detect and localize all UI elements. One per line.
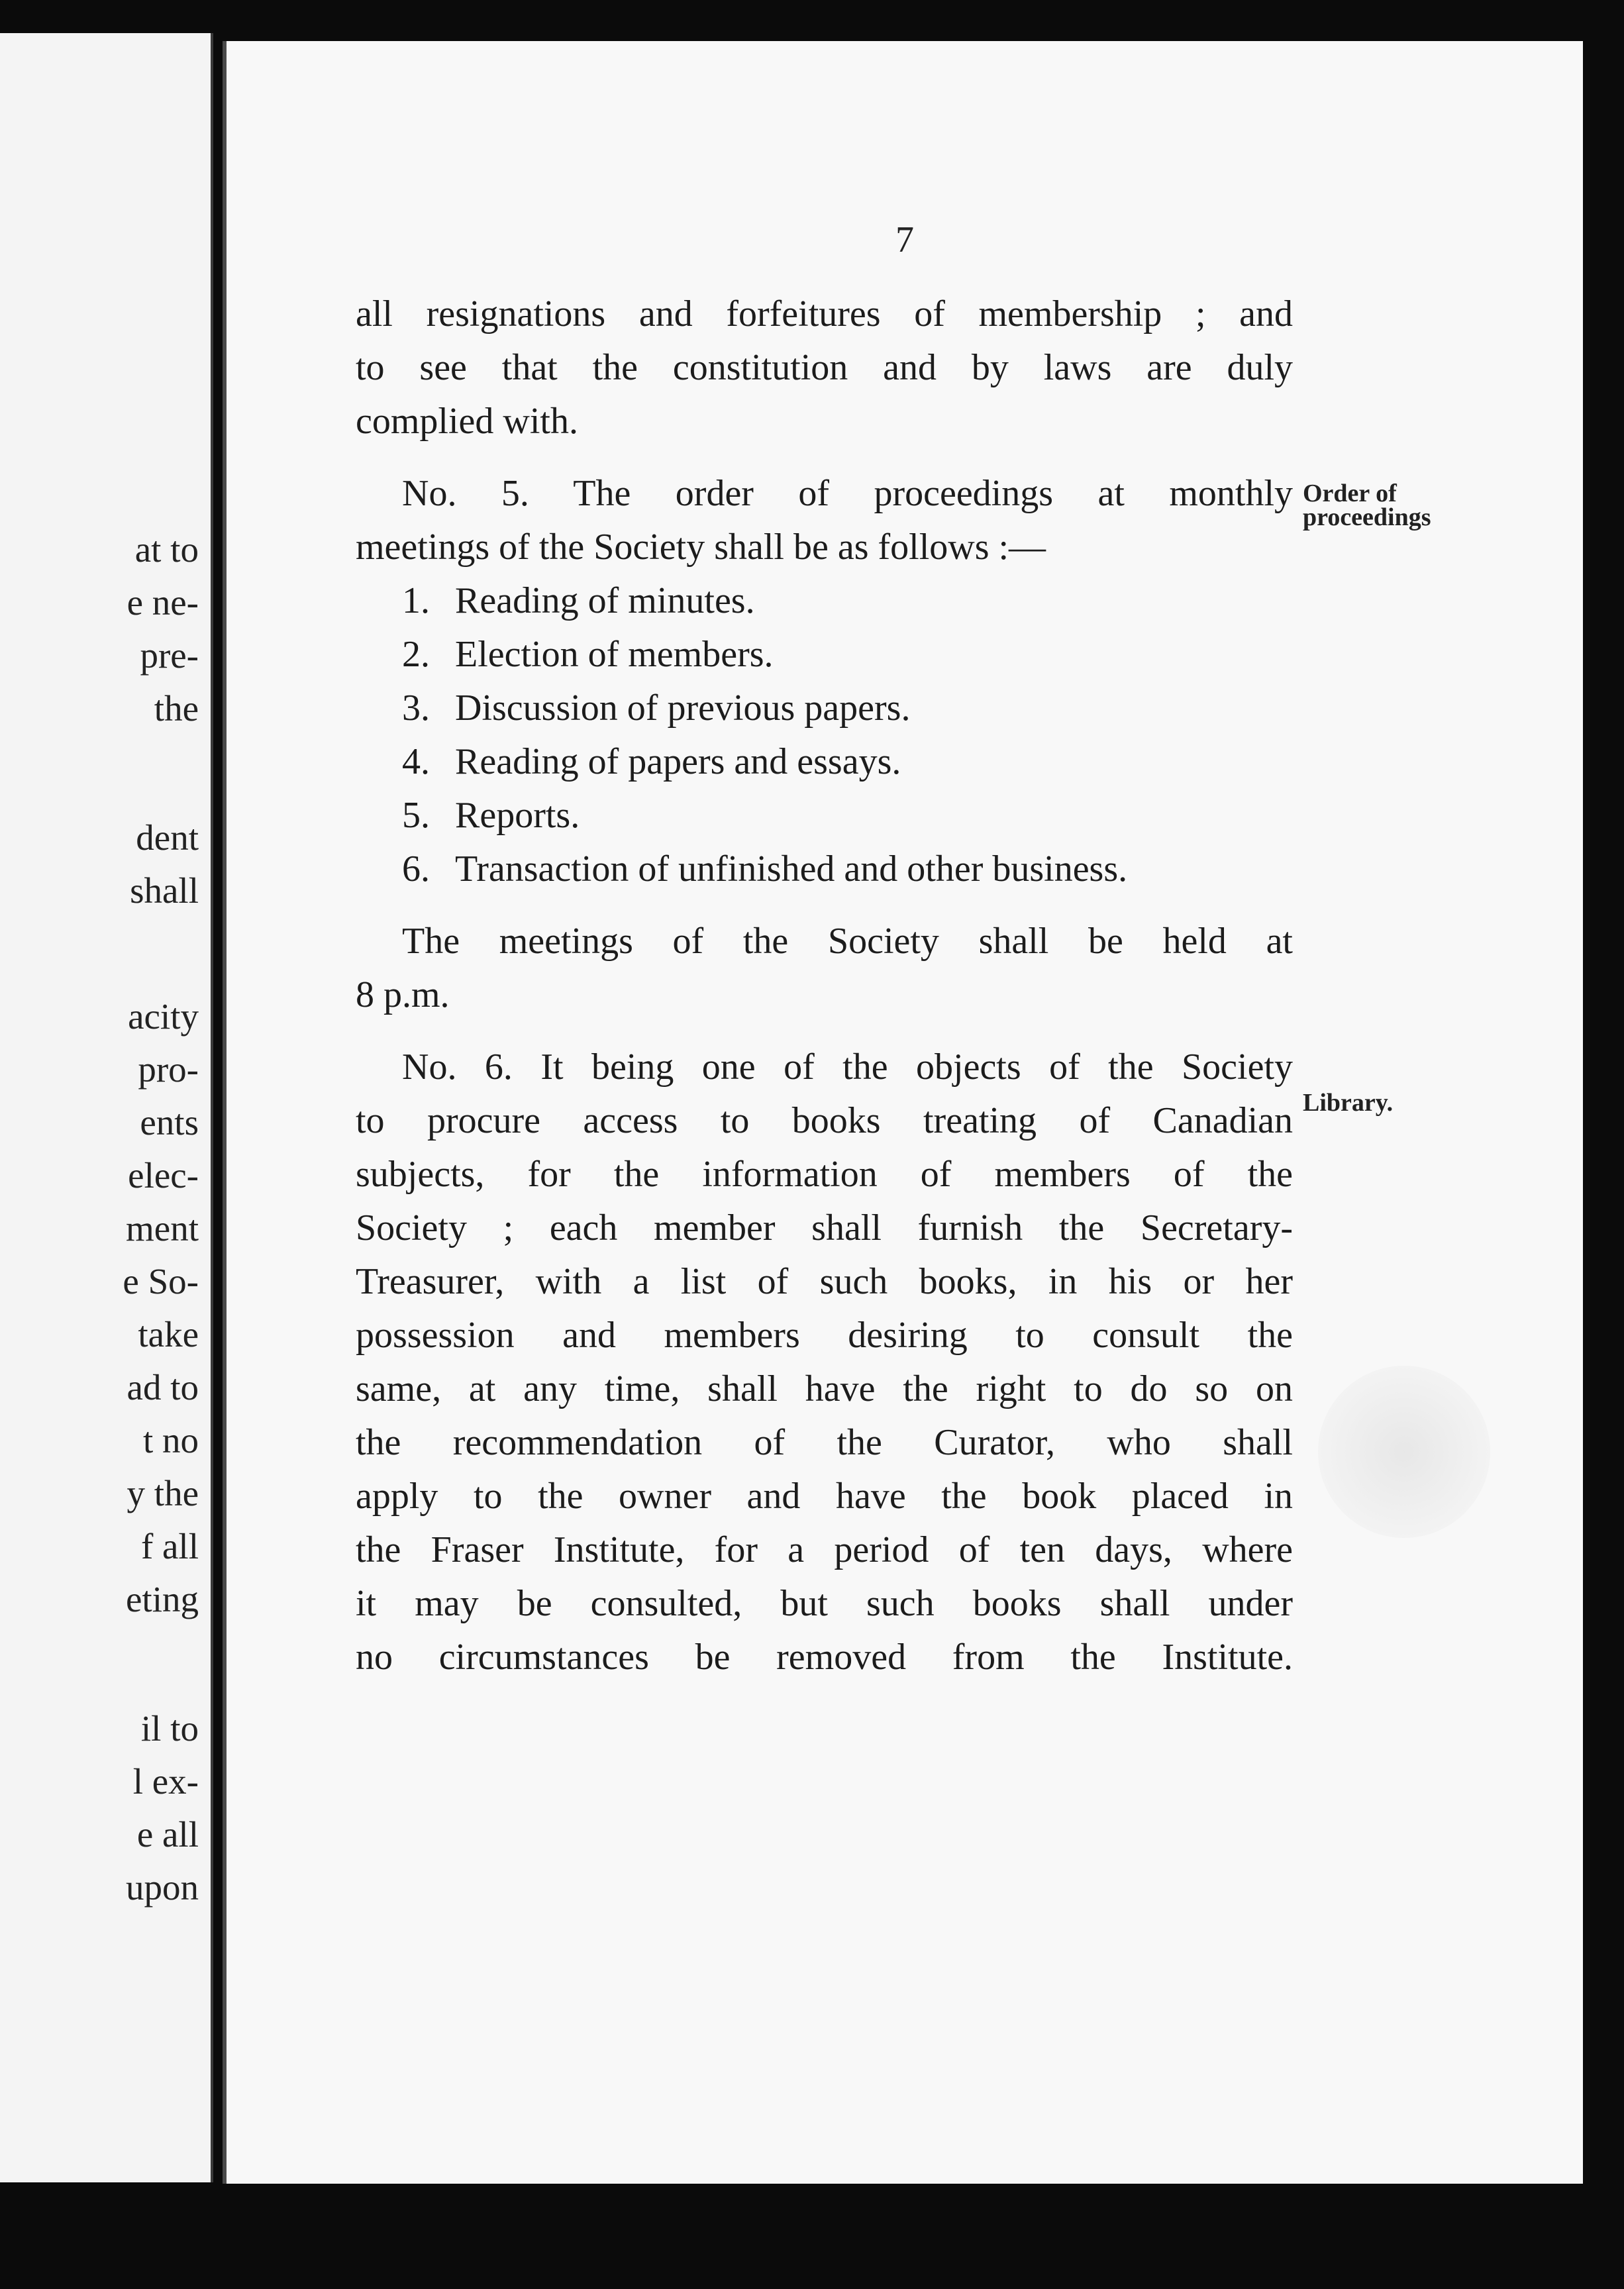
body-text <box>356 287 1293 1684</box>
left-page-line: t no <box>142 1420 199 1460</box>
list-item <box>356 574 1293 628</box>
page-number: 7 <box>895 219 914 260</box>
paragraph-2 <box>356 467 1293 574</box>
margin-note-line: proceedings <box>1303 503 1431 531</box>
left-page-line: y the <box>127 1473 199 1513</box>
margin-note-line: Order of <box>1303 480 1397 507</box>
text-line: meetings of the Society shall be as follows :— <box>356 527 1046 568</box>
text-line: The meetings of the Society shall be held at <box>402 921 1293 962</box>
text-line: No. 6. It being one of the objects of the Society <box>402 1046 1293 1088</box>
list-item <box>356 628 1293 682</box>
text-line: subjects, for the information of members of the <box>356 1154 1293 1195</box>
text-line: apply to the owner and have the book placed in <box>356 1476 1293 1517</box>
left-page-line: elec- <box>128 1155 199 1195</box>
left-page-line: the <box>154 688 199 729</box>
list-item-text: Reports. <box>455 795 580 836</box>
list-item-text: Reading of minutes. <box>455 580 755 621</box>
left-page-line: f all <box>140 1526 199 1566</box>
text-line: No. 5. The order of proceedings at monthly <box>402 473 1293 514</box>
left-page-fragment <box>0 33 213 2182</box>
left-page-line: l ex- <box>132 1761 199 1802</box>
list-item <box>356 682 1293 735</box>
margin-note-order-of-proceedings <box>1303 482 1431 529</box>
text-line: 8 p.m. <box>356 974 450 1015</box>
text-line: same, at any time, shall have the right to do so on <box>356 1368 1293 1409</box>
text-line: the recommendation of the Curator, who shall <box>356 1422 1293 1463</box>
left-page-line: upon <box>126 1867 199 1907</box>
text-line: to see that the constitution and by laws are duly <box>356 347 1293 388</box>
list-item-text: Discussion of previous papers. <box>455 687 911 729</box>
text-line: all resignations and forfeitures of membership ; and <box>356 293 1293 334</box>
text-line: to procure access to books treating of Canadian <box>356 1100 1293 1141</box>
list-item-number: 4. <box>402 741 430 782</box>
left-page-line: ment <box>126 1208 199 1248</box>
list-item <box>356 735 1293 789</box>
left-page-line: pro- <box>138 1049 199 1090</box>
list-item-text: Election of members. <box>455 634 774 675</box>
list-item-number: 3. <box>402 687 430 729</box>
left-page-line: ents <box>140 1102 199 1143</box>
list-item <box>356 789 1293 842</box>
text-line: complied with. <box>356 401 578 442</box>
margin-note-library: Library. <box>1303 1089 1394 1117</box>
paragraph-4 <box>356 1041 1293 1684</box>
list-item-text: Reading of papers and essays. <box>455 741 901 782</box>
left-page-line: e all <box>136 1814 199 1855</box>
left-page-line: shall <box>130 870 199 911</box>
left-page-line: at to <box>134 529 199 570</box>
left-page-line: acity <box>128 996 199 1037</box>
left-page-line: eting <box>126 1579 199 1619</box>
list-item-number: 1. <box>402 580 430 621</box>
list-item-number: 6. <box>402 848 430 890</box>
paragraph-3 <box>356 915 1293 1022</box>
text-line: no circumstances be removed from the Institute. <box>356 1637 1293 1678</box>
text-line: Treasurer, with a list of such books, in his or her <box>356 1261 1293 1302</box>
paper-stain <box>1318 1366 1490 1538</box>
proceedings-list <box>356 574 1293 896</box>
left-page-line: dent <box>136 817 199 858</box>
left-page-line: take <box>138 1314 199 1354</box>
paragraph-1 <box>356 287 1293 448</box>
text-line: it may be consulted, but such books shall under <box>356 1583 1293 1624</box>
left-page-line: pre- <box>140 635 199 676</box>
left-page-line: e ne- <box>127 582 199 623</box>
list-item-number: 5. <box>402 795 430 836</box>
text-line: possession and members desiring to consult the <box>356 1315 1293 1356</box>
list-item-text: Transaction of unfinished and other business. <box>455 848 1128 890</box>
text-line: the Fraser Institute, for a period of ten days, where <box>356 1529 1293 1570</box>
list-item <box>356 842 1293 896</box>
text-line: Society ; each member shall furnish the Secretary- <box>356 1207 1293 1248</box>
list-item-number: 2. <box>402 634 430 675</box>
left-page-line: il to <box>140 1708 199 1749</box>
left-page-line: ad to <box>127 1367 199 1407</box>
page <box>223 41 1583 2184</box>
left-page-line: e So- <box>123 1261 199 1301</box>
